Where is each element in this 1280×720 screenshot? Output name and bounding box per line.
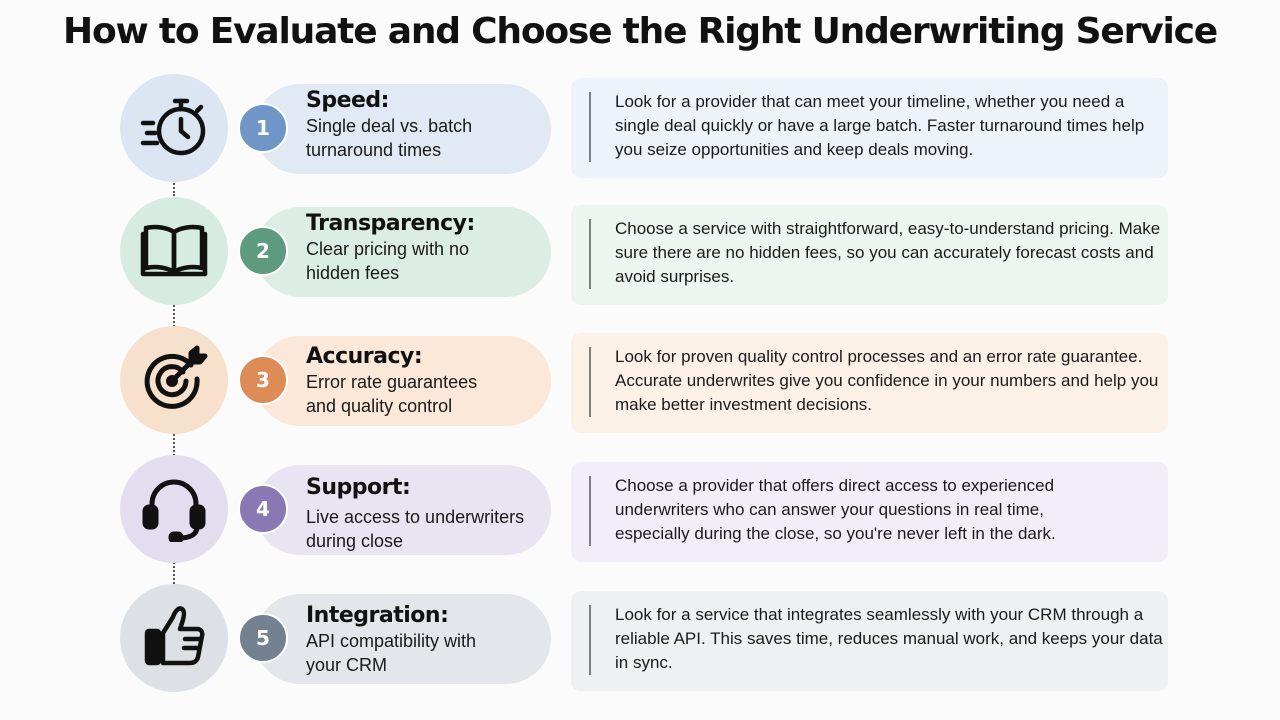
- step-heading: Accuracy:: [306, 344, 423, 369]
- step-number-badge: 1: [238, 103, 288, 153]
- icon-circle: [120, 197, 228, 305]
- step-row-transparency: [0, 197, 1280, 307]
- step-row-accuracy: [0, 326, 1280, 436]
- step-subtitle: Error rate guarantees and quality control: [306, 372, 478, 416]
- card-accent-bar: [589, 219, 591, 289]
- headset-icon: [139, 472, 209, 547]
- step-row-support: [0, 455, 1280, 565]
- connector-line: [173, 305, 175, 327]
- step-description-card: [571, 78, 1168, 178]
- connector-line: [173, 434, 175, 456]
- page-title: How to Evaluate and Choose the Right Underwriting Service: [63, 11, 1217, 52]
- step-description-card: [571, 462, 1168, 562]
- step-row-speed: [0, 74, 1280, 184]
- connector-line: [173, 562, 175, 584]
- step-description-card: [571, 591, 1168, 691]
- step-heading: Integration:: [306, 603, 449, 628]
- icon-circle: [120, 584, 228, 692]
- open-book-icon: [139, 214, 209, 289]
- step-subtitle: Clear pricing with no hidden fees: [306, 239, 470, 283]
- card-accent-bar: [589, 347, 591, 417]
- step-description-card: [571, 205, 1168, 305]
- step-row-integration: [0, 584, 1280, 694]
- step-description: Look for a provider that can meet your timeline, whether you need a single deal quickly or have a large batch. Faster turnaround times help you seize opportunities and keep deals moving.: [615, 92, 1145, 159]
- target-icon: [139, 343, 209, 418]
- step-description: Choose a provider that offers direct access to experienced underwriters who can answer your questions in real time, especially during the close, so you're never left in the dark.: [615, 476, 1056, 543]
- step-description: Choose a service with straightforward, easy-to-understand pricing. Make sure there are no hidden fees, so you can accurately forecast costs and avoid surprises.: [615, 219, 1161, 286]
- step-number-badge: 2: [238, 226, 288, 276]
- icon-circle: [120, 326, 228, 434]
- icon-circle: [120, 74, 228, 182]
- step-subtitle: API compatibility with your CRM: [306, 631, 477, 675]
- card-accent-bar: [589, 605, 591, 675]
- step-heading: Support:: [306, 475, 411, 500]
- step-description: Look for proven quality control processes and an error rate guarantee. Accurate underwrites give you confidence in your numbers and help you make better investment decisions.: [615, 347, 1159, 414]
- step-number-badge: 5: [238, 613, 288, 663]
- stopwatch-icon: [139, 91, 209, 166]
- step-subtitle: Live access to underwriters during close: [306, 507, 525, 551]
- step-heading: Speed:: [306, 88, 389, 113]
- step-description: Look for a service that integrates seamlessly with your CRM through a reliable API. This saves time, reduces manual work, and keeps your data in sync.: [615, 605, 1163, 672]
- icon-circle: [120, 455, 228, 563]
- card-accent-bar: [589, 92, 591, 162]
- step-heading: Transparency:: [306, 211, 475, 236]
- card-accent-bar: [589, 476, 591, 546]
- step-number-badge: 4: [238, 484, 288, 534]
- step-subtitle: Single deal vs. batch turnaround times: [306, 116, 473, 160]
- step-number-badge: 3: [238, 355, 288, 405]
- step-description-card: [571, 333, 1168, 433]
- thumbs-up-icon: [139, 601, 209, 676]
